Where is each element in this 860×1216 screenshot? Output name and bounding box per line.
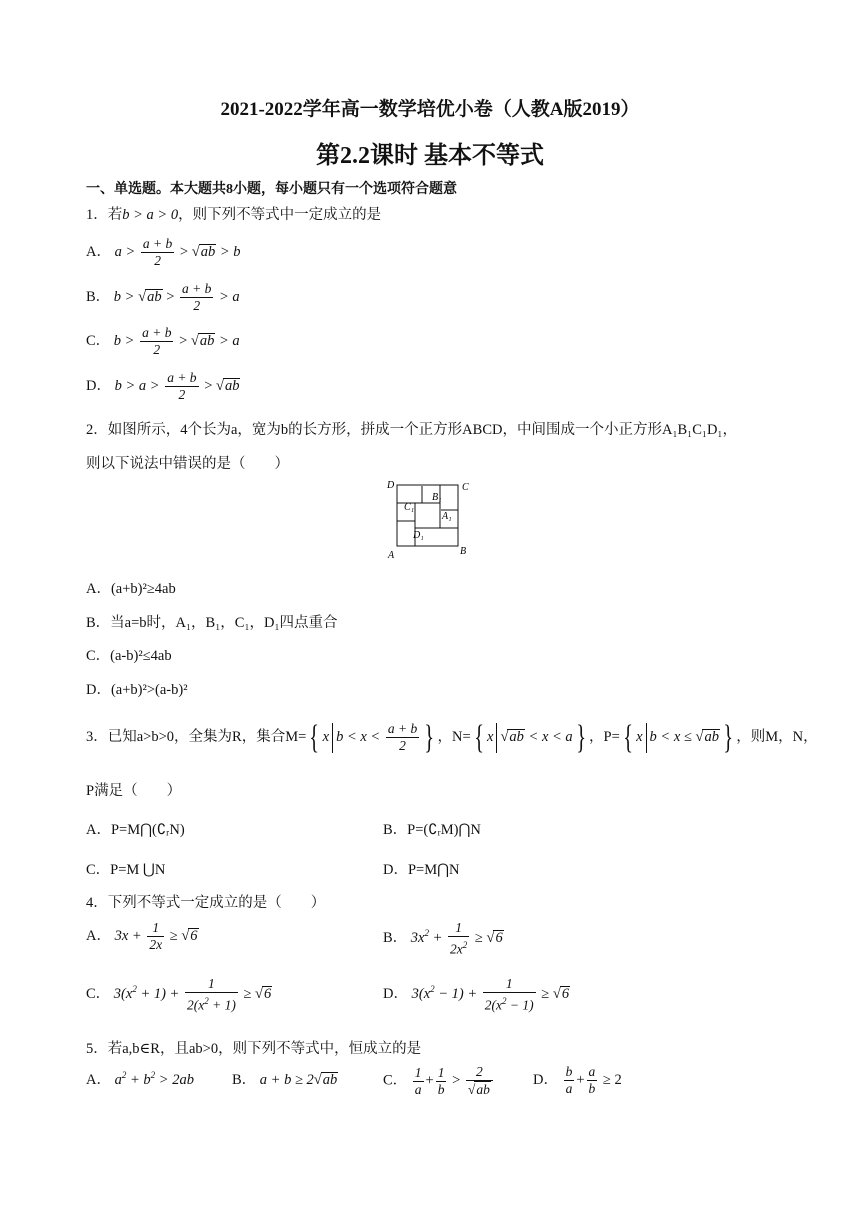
q4-option-b: B． $3x^2$ + $\frac{1}{2x^2}$ ≥ √6 <box>383 920 503 957</box>
section-heading: 一、单选题。本大题共8小题，每小题只有一个选项符合题意 <box>86 182 457 197</box>
q3-stem: 3．已知a>b>0，全集为R，集合M={ x b < x < $\frac{a + b}{2}$ } ，N={ x √ab < x < a} ，P={ x b < x ≤ √ab } ，则M，N， <box>86 718 818 756</box>
q3-option-a: A．P=M⋂(∁ᵣN) <box>86 822 185 838</box>
q4-option-d: D． $3(x^2 - 1)$ + $\frac{1}{2(x^2 - 1)}$ ≥ √6 <box>383 976 570 1013</box>
q2-option-a: A．(a+b)²≥4ab <box>86 581 176 597</box>
q2-square-figure <box>380 476 480 566</box>
q2-option-b: B．当a=b时，A₁，B₁，C₁，D₁四点重合 <box>86 615 338 631</box>
label-C1: C₁ <box>404 502 415 513</box>
q1-option-a: A． a > $\frac{a + b}{2}$ > √ab > b <box>86 236 241 268</box>
q5-stem: 5．若a,b∈R，且ab>0，则下列不等式中，恒成立的是 <box>86 1041 422 1057</box>
q4-stem: 4．下列不等式一定成立的是（ ） <box>86 895 326 911</box>
q5-option-c: C． $\frac{1}{a}$ + $\frac{1}{b}$ > $\frac{2}{√ab}$ <box>383 1064 495 1098</box>
q3-option-b: B．P=(∁ᵣM)⋂N <box>383 822 481 838</box>
q1-condition: b > a > 0 <box>122 207 179 223</box>
q1-stem: 1．若b > a > 0，则下列不等式中一定成立的是 <box>86 207 382 223</box>
q2-stem-line1: 2．如图所示，4个长为a，宽为b的长方形，拼成一个正方形ABCD，中间围成一个小正方形A₁B₁C₁D₁， <box>86 422 737 438</box>
q3-option-c: C．P=M ⋃N <box>86 862 166 878</box>
q2-option-d: D．(a+b)²>(a-b)² <box>86 682 188 698</box>
label-B: B <box>460 546 467 557</box>
label-D1: D₁ <box>413 530 424 541</box>
q1-option-d: D． b > a > $\frac{a + b}{2}$ > √ab <box>86 370 240 402</box>
paper-title: 2021-2022学年高一数学培优小卷（人教A版2019） <box>220 99 640 120</box>
q5-option-b: B． a + b ≥ 2√ab <box>232 1072 338 1088</box>
label-B1: B₁ <box>432 492 442 503</box>
q4-option-c: C． $3(x^2 + 1)$ + $\frac{1}{2(x^2 + 1)}$ ≥ √6 <box>86 976 272 1013</box>
q3-stem-line2: P满足（ ） <box>86 783 182 799</box>
label-A: A <box>388 550 395 561</box>
label-D: D <box>387 480 395 491</box>
q2-stem-line2: 则以下说法中错误的是（ ） <box>86 456 289 472</box>
q5-option-d: D． $\frac{b}{a}$ + $\frac{a}{b}$ ≥ 2 <box>533 1064 622 1096</box>
q1-option-c: C． b > $\frac{a + b}{2}$ > √ab > a <box>86 325 240 357</box>
q2-option-c: C．(a-b)²≤4ab <box>86 648 172 664</box>
q5-option-a: A． $a^2 + b^2 > 2ab$ <box>86 1070 194 1088</box>
lesson-title: 第2.2课时 基本不等式 <box>316 143 544 169</box>
q3-option-d: D．P=M⋂N <box>383 862 460 878</box>
q4-option-a: A． 3x + $\frac{1}{2x}$ ≥ √6 <box>86 920 198 952</box>
label-A1: A₁ <box>442 511 452 522</box>
label-C: C <box>462 482 469 493</box>
q1-option-b: B． b > √ab > $\frac{a + b}{2}$ > a <box>86 281 240 313</box>
